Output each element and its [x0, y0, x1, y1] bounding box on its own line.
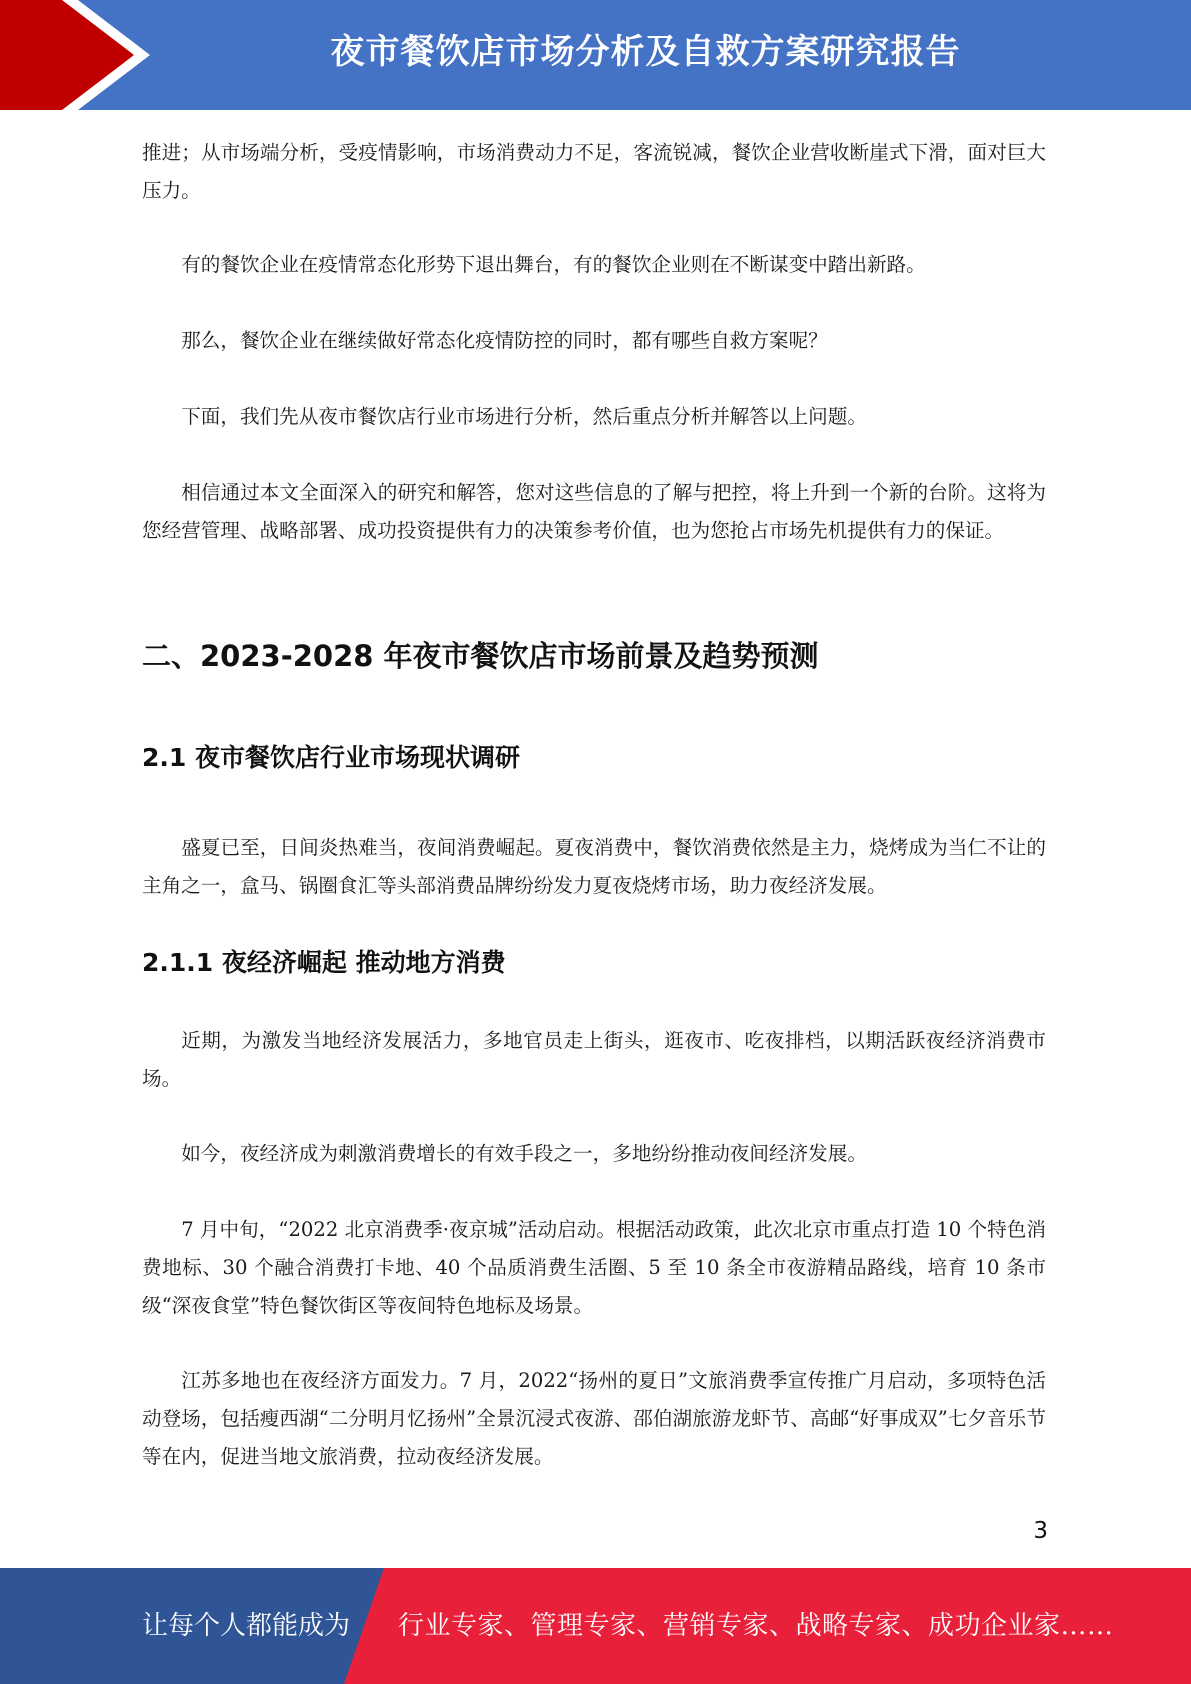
paragraph: 近期，为激发当地经济发展活力，多地官员走上街头，逛夜市、吃夜排档，以期活跃夜经济消费市场。 [142, 1029, 1046, 1090]
subsection-heading: 2.1 夜市餐饮店行业市场现状调研 [142, 743, 520, 772]
subsubsection-heading: 2.1.1 夜经济崛起 推动地方消费 [142, 948, 506, 977]
footer-slogan-left: 让每个人都能成为 [142, 1611, 351, 1641]
page-number: 3 [1033, 1518, 1048, 1544]
paragraph: 那么，餐饮企业在继续做好常态化疫情防控的同时，都有哪些自救方案呢？ [181, 329, 828, 352]
paragraph: 下面，我们先从夜市餐饮店行业市场进行分析，然后重点分析并解答以上问题。 [181, 405, 867, 428]
footer-band [0, 1568, 1191, 1684]
report-title: 夜市餐饮店市场分析及自救方案研究报告 [330, 32, 961, 72]
paragraph: 相信通过本文全面深入的研究和解答，您对这些信息的了解与把控，将上升到一个新的台阶。这将为您经营管理、战略部署、成功投资提供有力的决策参考价值，也为您抢占市场先机提供有力的保证。 [142, 481, 1046, 542]
paragraph: 有的餐饮企业在疫情常态化形势下退出舞台，有的餐饮企业则在不断谋变中踏出新路。 [181, 253, 926, 276]
chevron-arrow-icon [0, 0, 160, 110]
paragraph: 7 月中旬，“2022 北京消费季·夜京城”活动启动。根据活动政策，此次北京市重点打造 10 个特色消费地标、30 个融合消费打卡地、40 个品质消费生活圈、5 至 10 条全市夜游精品路线，培育 10 条市级“深夜食堂”特色餐饮街区等夜间特色地标及场景。 [142, 1218, 1046, 1317]
paragraph: 推进；从市场端分析，受疫情影响，市场消费动力不足，客流锐减，餐饮企业营收断崖式下滑，面对巨大压力。 [142, 141, 1046, 202]
paragraph: 江苏多地也在夜经济方面发力。7 月，2022“扬州的夏日”文旅消费季宣传推广月启动，多项特色活动登场，包括瘦西湖“二分明月忆扬州”全景沉浸式夜游、邵伯湖旅游龙虾节、高邮“好事成双”七夕音乐节等在内，促进当地文旅消费，拉动夜经济发展。 [142, 1369, 1046, 1468]
footer-slogan-right: 行业专家、管理专家、营销专家、战略专家、成功企业家…… [398, 1611, 1114, 1641]
paragraph: 如今，夜经济成为刺激消费增长的有效手段之一，多地纷纷推动夜间经济发展。 [181, 1142, 867, 1165]
header-band [0, 0, 1191, 110]
paragraph: 盛夏已至，日间炎热难当，夜间消费崛起。夏夜消费中，餐饮消费依然是主力，烧烤成为当仁不让的主角之一，盒马、锅圈食汇等头部消费品牌纷纷发力夏夜烧烤市场，助力夜经济发展。 [142, 836, 1046, 897]
section-heading: 二、2023-2028 年夜市餐饮店市场前景及趋势预测 [142, 639, 819, 673]
